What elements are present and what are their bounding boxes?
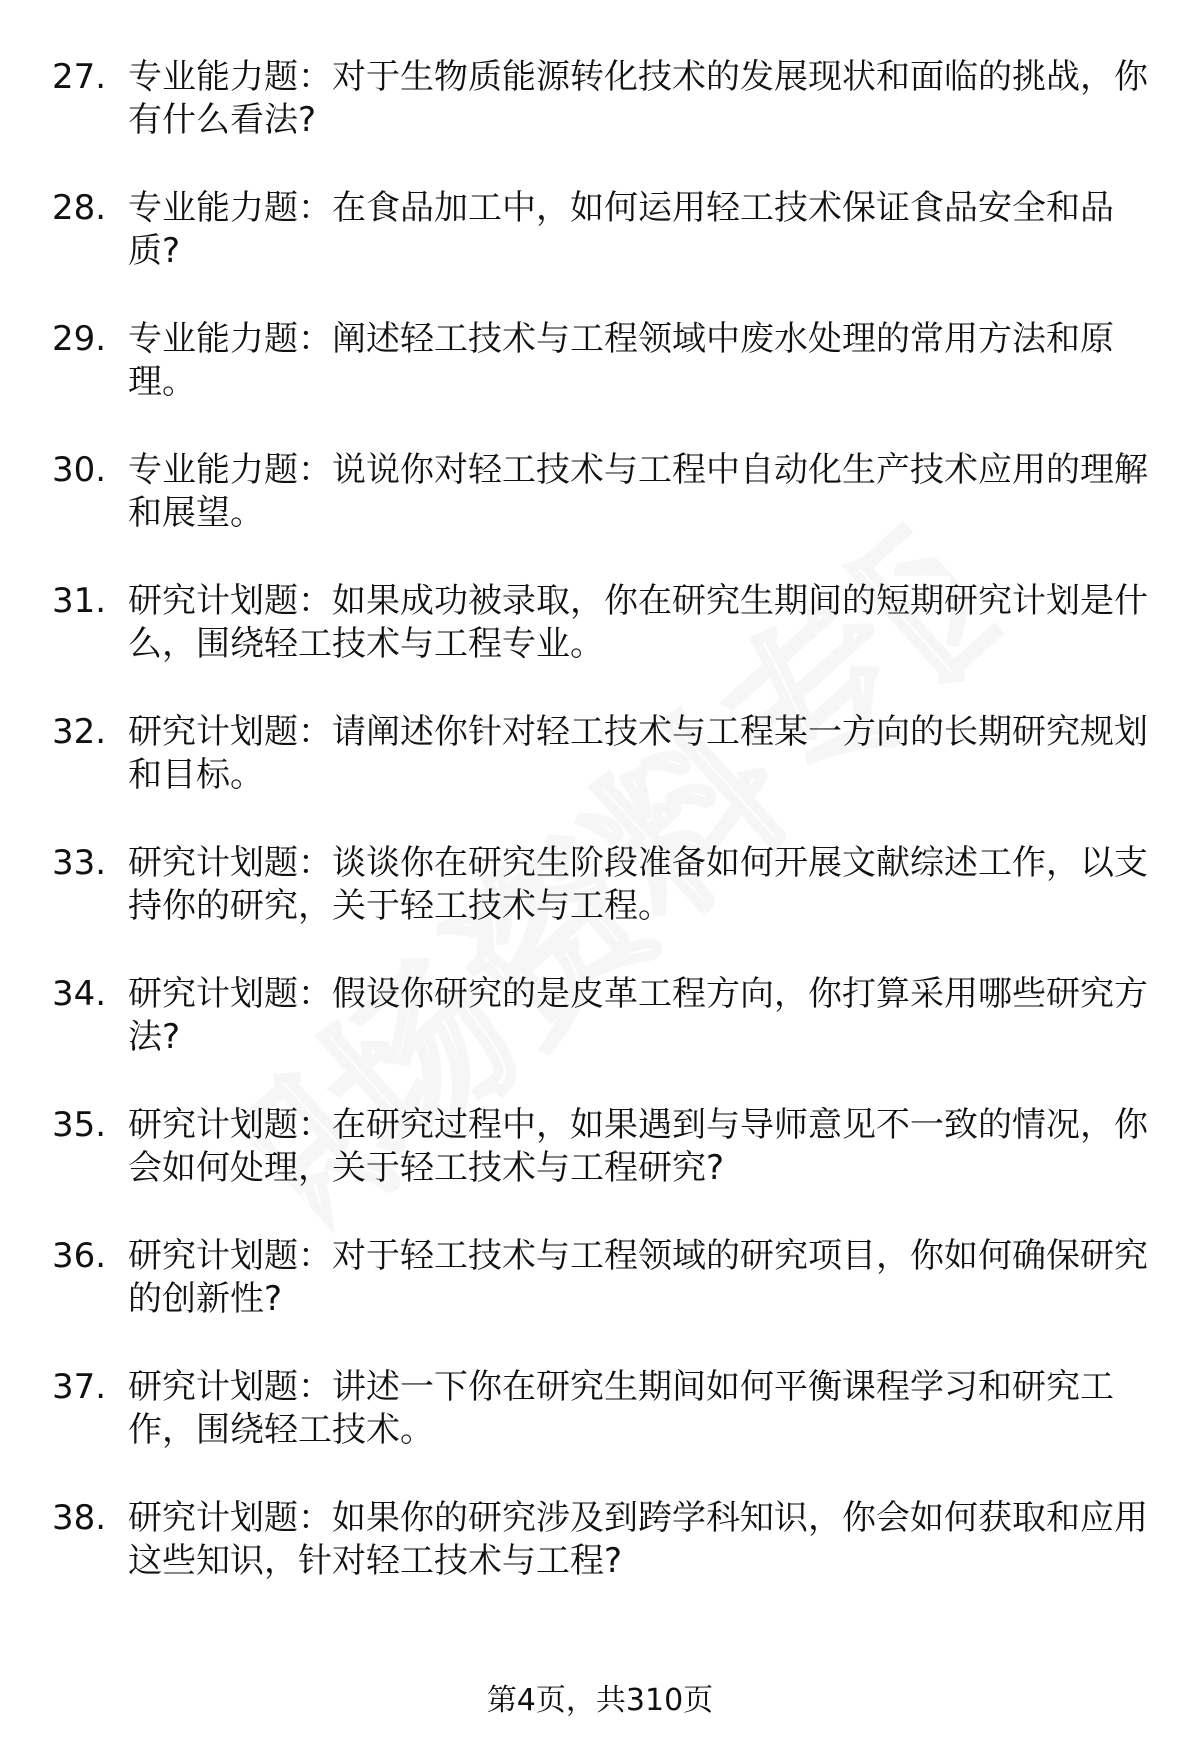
question-number: 28. bbox=[52, 188, 107, 228]
question-text: 研究计划题：在研究过程中，如果遇到与导师意见不一致的情况，你会如何处理，关于轻工技术与工程研究? bbox=[128, 1105, 1148, 1188]
question-item-35 bbox=[52, 1104, 1162, 1235]
question-text: 专业能力题：说说你对轻工技术与工程中自动化生产技术应用的理解和展望。 bbox=[128, 450, 1148, 533]
question-item-34 bbox=[52, 973, 1162, 1104]
question-item-29 bbox=[52, 318, 1162, 449]
question-item-38 bbox=[52, 1497, 1162, 1628]
question-number: 36. bbox=[52, 1236, 107, 1276]
question-item-32 bbox=[52, 711, 1162, 842]
question-text: 研究计划题：假设你研究的是皮革工程方向，你打算采用哪些研究方法? bbox=[128, 974, 1148, 1057]
question-number: 29. bbox=[52, 319, 107, 359]
question-number: 35. bbox=[52, 1105, 107, 1145]
watermark-text: 职场资料专区 bbox=[208, 492, 1052, 1288]
question-list bbox=[52, 56, 1162, 1628]
question-item-36 bbox=[52, 1235, 1162, 1366]
question-number: 32. bbox=[52, 712, 107, 752]
question-item-27 bbox=[52, 56, 1162, 187]
question-number: 33. bbox=[52, 843, 107, 883]
question-number: 31. bbox=[52, 581, 107, 621]
page-footer bbox=[0, 1681, 1200, 1721]
question-text: 研究计划题：请阐述你针对轻工技术与工程某一方向的长期研究规划和目标。 bbox=[128, 712, 1148, 795]
question-text: 研究计划题：讲述一下你在研究生期间如何平衡课程学习和研究工作，围绕轻工技术。 bbox=[128, 1367, 1114, 1450]
question-item-33 bbox=[52, 842, 1162, 973]
question-item-37 bbox=[52, 1366, 1162, 1497]
question-text: 研究计划题：如果成功被录取，你在研究生期间的短期研究计划是什么，围绕轻工技术与工程专业。 bbox=[128, 581, 1148, 664]
question-text: 专业能力题：对于生物质能源转化技术的发展现状和面临的挑战，你有什么看法? bbox=[128, 57, 1148, 140]
page-indicator: 第4页，共310页 bbox=[486, 1683, 714, 1718]
question-text: 研究计划题：谈谈你在研究生阶段准备如何开展文献综述工作，以支持你的研究，关于轻工技术与工程。 bbox=[128, 843, 1148, 926]
question-number: 27. bbox=[52, 57, 107, 97]
question-text: 专业能力题：阐述轻工技术与工程领域中废水处理的常用方法和原理。 bbox=[128, 319, 1114, 402]
question-number: 30. bbox=[52, 450, 107, 490]
question-item-28 bbox=[52, 187, 1162, 318]
question-number: 38. bbox=[52, 1498, 107, 1538]
question-item-30 bbox=[52, 449, 1162, 580]
question-text: 研究计划题：对于轻工技术与工程领域的研究项目，你如何确保研究的创新性? bbox=[128, 1236, 1148, 1319]
question-number: 37. bbox=[52, 1367, 107, 1407]
question-text: 专业能力题：在食品加工中，如何运用轻工技术保证食品安全和品质? bbox=[128, 188, 1114, 271]
question-number: 34. bbox=[52, 974, 107, 1014]
question-text: 研究计划题：如果你的研究涉及到跨学科知识，你会如何获取和应用这些知识，针对轻工技术与工程? bbox=[128, 1498, 1148, 1581]
question-item-31 bbox=[52, 580, 1162, 711]
